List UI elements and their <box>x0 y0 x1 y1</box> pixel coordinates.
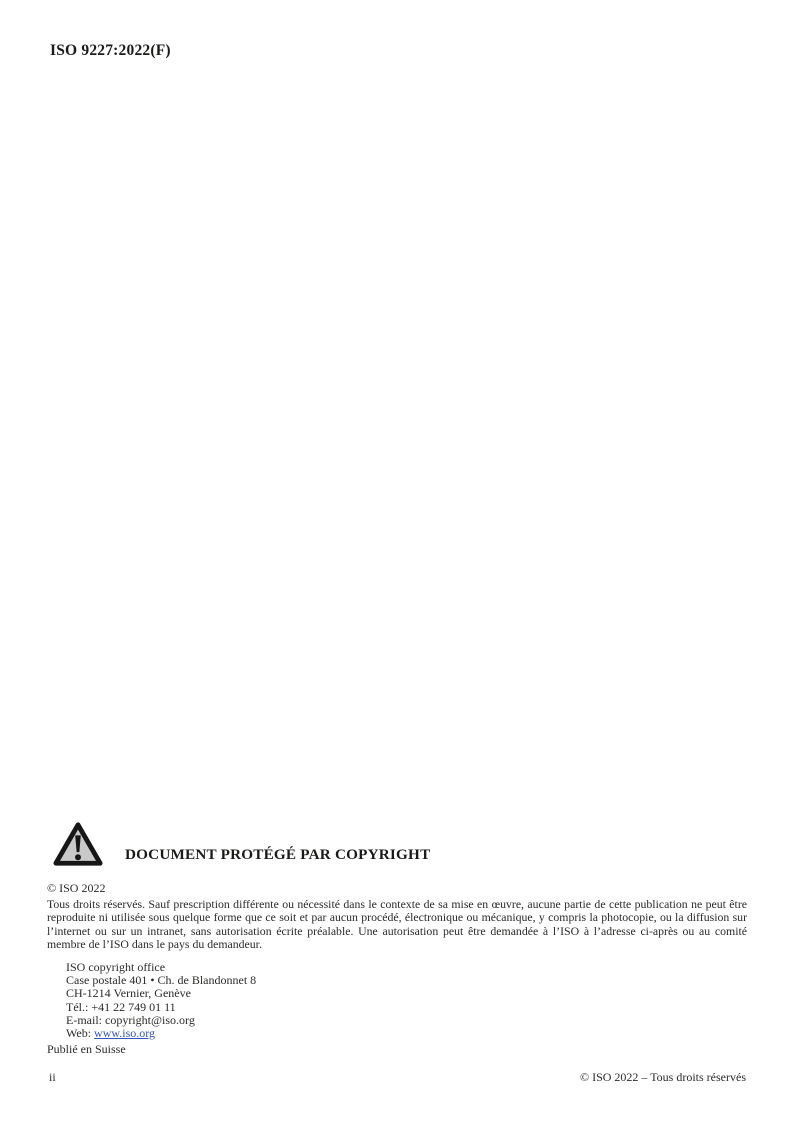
copyright-warning-title: DOCUMENT PROTÉGÉ PAR COPYRIGHT <box>125 846 431 863</box>
published-in-line: Publié en Suisse <box>47 1042 126 1056</box>
footer-copyright: © ISO 2022 – Tous droits réservés <box>579 1070 746 1084</box>
address-line-postal: Case postale 401 • Ch. de Blandonnet 8 <box>66 973 257 988</box>
address-line-office: ISO copyright office <box>66 960 166 974</box>
iso-address-block <box>66 961 256 1040</box>
web-label: Web: <box>66 1026 95 1041</box>
warning-triangle-icon <box>53 820 103 868</box>
address-line-city: CH-1214 Vernier, Genève <box>66 986 191 1001</box>
copyright-body-paragraph: Tous droits réservés. Sauf prescription différente ou nécessité dans le contexte de sa mise en œuvre, aucune partie de cette publication ne peut être reproduite ni utilisée sous quelque forme que ce soit et par aucun procédé, électronique ou mécanique, y compris la photocopie, ou la diffusion sur l’internet ou sur un intranet, sans autorisation écrite préalable. Une autorisation peut être demandée à l’ISO à l’adresse ci-après ou au comité membre de l’ISO dans le pays du demandeur. <box>47 897 747 952</box>
address-line-phone: Tél.: +41 22 749 01 11 <box>66 999 176 1014</box>
document-reference: ISO 9227:2022(F) <box>50 42 171 59</box>
iso-website-link[interactable]: www.iso.org <box>94 1026 156 1041</box>
copyright-year-line: © ISO 2022 <box>47 881 106 895</box>
address-line-email: E-mail: copyright@iso.org <box>66 1012 195 1027</box>
address-line-web <box>66 1027 256 1040</box>
page-number: ii <box>49 1070 56 1084</box>
